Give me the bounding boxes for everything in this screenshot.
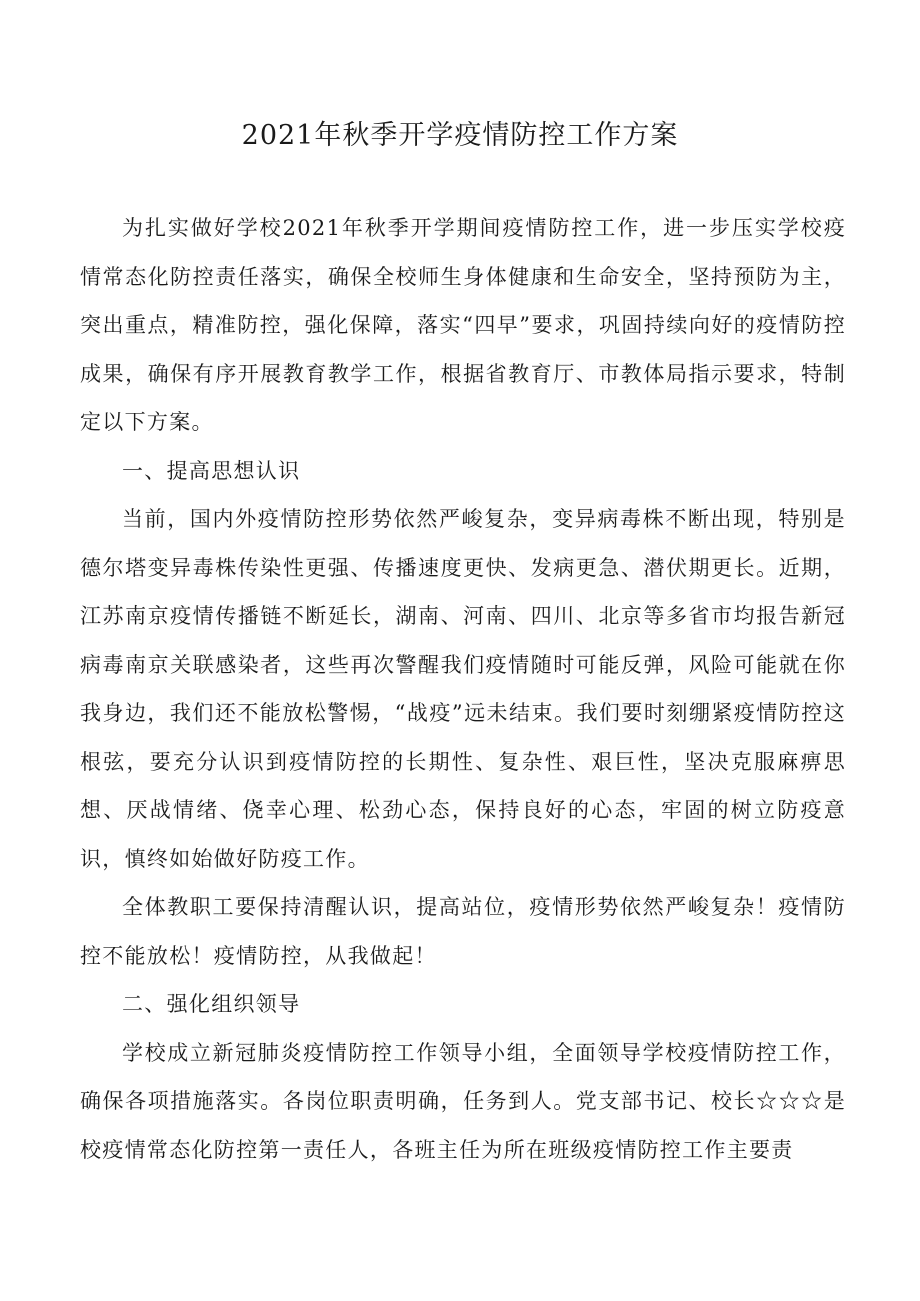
document-body [80,204,846,1174]
paragraph-leadership: 学校成立新冠肺炎疫情防控工作领导小组，全面领导学校疫情防控工作，确保各项措施落实。各岗位职责明确，任务到人。党支部书记、校长☆☆☆是校疫情常态化防控第一责任人，各班主任为所在班级疫情防控工作主要责 [80,1040,846,1162]
paragraph-intro: 为扎实做好学校2021年秋季开学期间疫情防控工作，进一步压实学校疫情常态化防控责任落实，确保全校师生身体健康和生命安全，坚持预防为主，突出重点，精准防控，强化保障，落实“四早”要求，巩固持续向好的疫情防控成果，确保有序开展教育教学工作，根据省教育厅、市教体局指示要求，特制定以下方案。 [80,216,846,434]
document-title: 2021年秋季开学疫情防控工作方案 [241,120,679,151]
section-heading-2: 二、强化组织领导 [122,992,301,1016]
section-heading-1: 一、提高思想认识 [122,458,301,483]
paragraph-staff-awareness: 全体教职工要保持清醒认识，提高站位，疫情形势依然严峻复杂！疫情防控不能放松！疫情防控，从我做起！ [80,895,846,968]
paragraph-situation: 当前，国内外疫情防控形势依然严峻复杂，变异病毒株不断出现，特别是德尔塔变异毒株传染性更强、传播速度更快、发病更急、潜伏期更长。近期，江苏南京疫情传播链不断延长，湖南、河南、四川、北京等多省市均报告新冠病毒南京关联感染者，这些再次警醒我们疫情随时可能反弹，风险可能就在你我身边，我们还不能放松警惕，“战疫”远未结束。我们要时刻绷紧疫情防控这根弦，要充分认识到疫情防控的长期性、复杂性、艰巨性，坚决克服麻痹思想、厌战情绪、侥幸心理、松劲心态，保持良好的心态，牢固的树立防疫意识，慎终如始做好防疫工作。 [80,507,846,871]
